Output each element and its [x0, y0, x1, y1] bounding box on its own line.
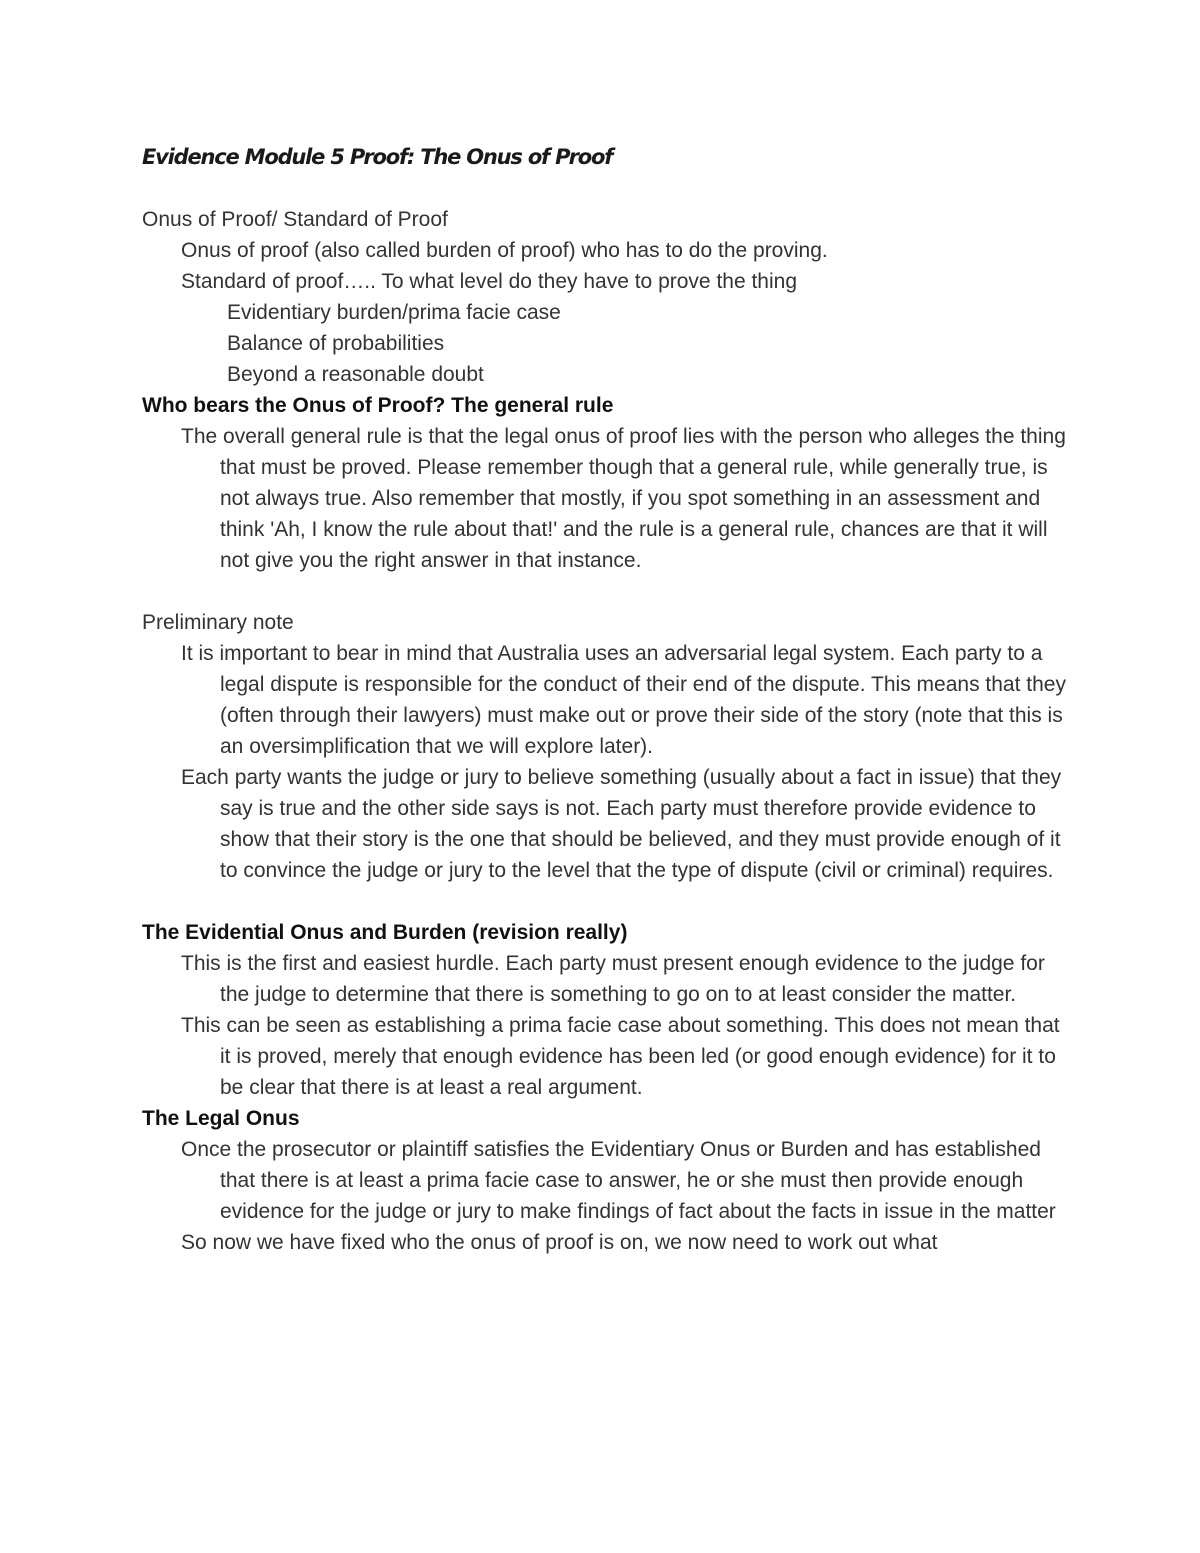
paragraph: This is the first and easiest hurdle. Each party must present enough evidence to the judge for the judge to determine that there is something to go on to at least consider the matter.	[181, 952, 1045, 1006]
paragraph: This can be seen as establishing a prima facie case about something. This does not mean that it is proved, merely that enough evidence has been led (or good enough evidence) for it to be clear that there is at least a real argument.	[181, 1014, 1060, 1099]
section-heading-legal-onus: The Legal Onus	[142, 1107, 300, 1130]
paragraph: Each party wants the judge or jury to believe something (usually about a fact in issue) that they say is true and the other side says is not. Each party must therefore provide evidence to show that their story is the one that should be believed, and they must provide enough of it to convince the judge or jury to the level that the type of dispute (civil or criminal) requires.	[181, 766, 1062, 882]
section-heading-general-rule: Who bears the Onus of Proof? The general rule	[142, 394, 614, 417]
spacer	[142, 886, 1072, 917]
section-heading-onus-standard: Onus of Proof/ Standard of Proof	[142, 208, 448, 231]
sub-list-item: Balance of probabilities	[227, 332, 445, 355]
spacer	[142, 576, 1072, 607]
paragraph: Once the prosecutor or plaintiff satisfies the Evidentiary Onus or Burden and has established that there is at least a prima facie case to answer, he or she must then provide enough evidence for the judge or jury to make findings of fact about the facts in issue in the matter	[181, 1138, 1056, 1223]
list-item: Onus of proof (also called burden of proof) who has to do the proving.	[181, 239, 828, 262]
document-title: Evidence Module 5 Proof: The Onus of Proof	[142, 145, 613, 169]
section-heading-evidential-onus: The Evidential Onus and Burden (revision really)	[142, 921, 628, 944]
list-item: Standard of proof….. To what level do they have to prove the thing	[181, 270, 798, 293]
document-body	[142, 142, 1072, 1258]
paragraph: The overall general rule is that the legal onus of proof lies with the person who alleges the thing that must be proved. Please remember though that a general rule, while generally true, is not always true. Also remember that mostly, if you spot something in an assessment and think 'Ah, I know the rule about that!' and the rule is a general rule, chances are that it will not give you the right answer in that instance.	[181, 425, 1066, 572]
paragraph: It is important to bear in mind that Australia uses an adversarial legal system. Each party to a legal dispute is responsible for the conduct of their end of the dispute. This means that they (often through their lawyers) must make out or prove their side of the story (note that this is an oversimplification that we will explore later).	[181, 642, 1066, 758]
sub-list-item: Evidentiary burden/prima facie case	[227, 301, 561, 324]
paragraph: So now we have fixed who the onus of proof is on, we now need to work out what	[181, 1231, 938, 1254]
section-heading-preliminary-note: Preliminary note	[142, 611, 294, 634]
sub-list-item: Beyond a reasonable doubt	[227, 363, 484, 386]
